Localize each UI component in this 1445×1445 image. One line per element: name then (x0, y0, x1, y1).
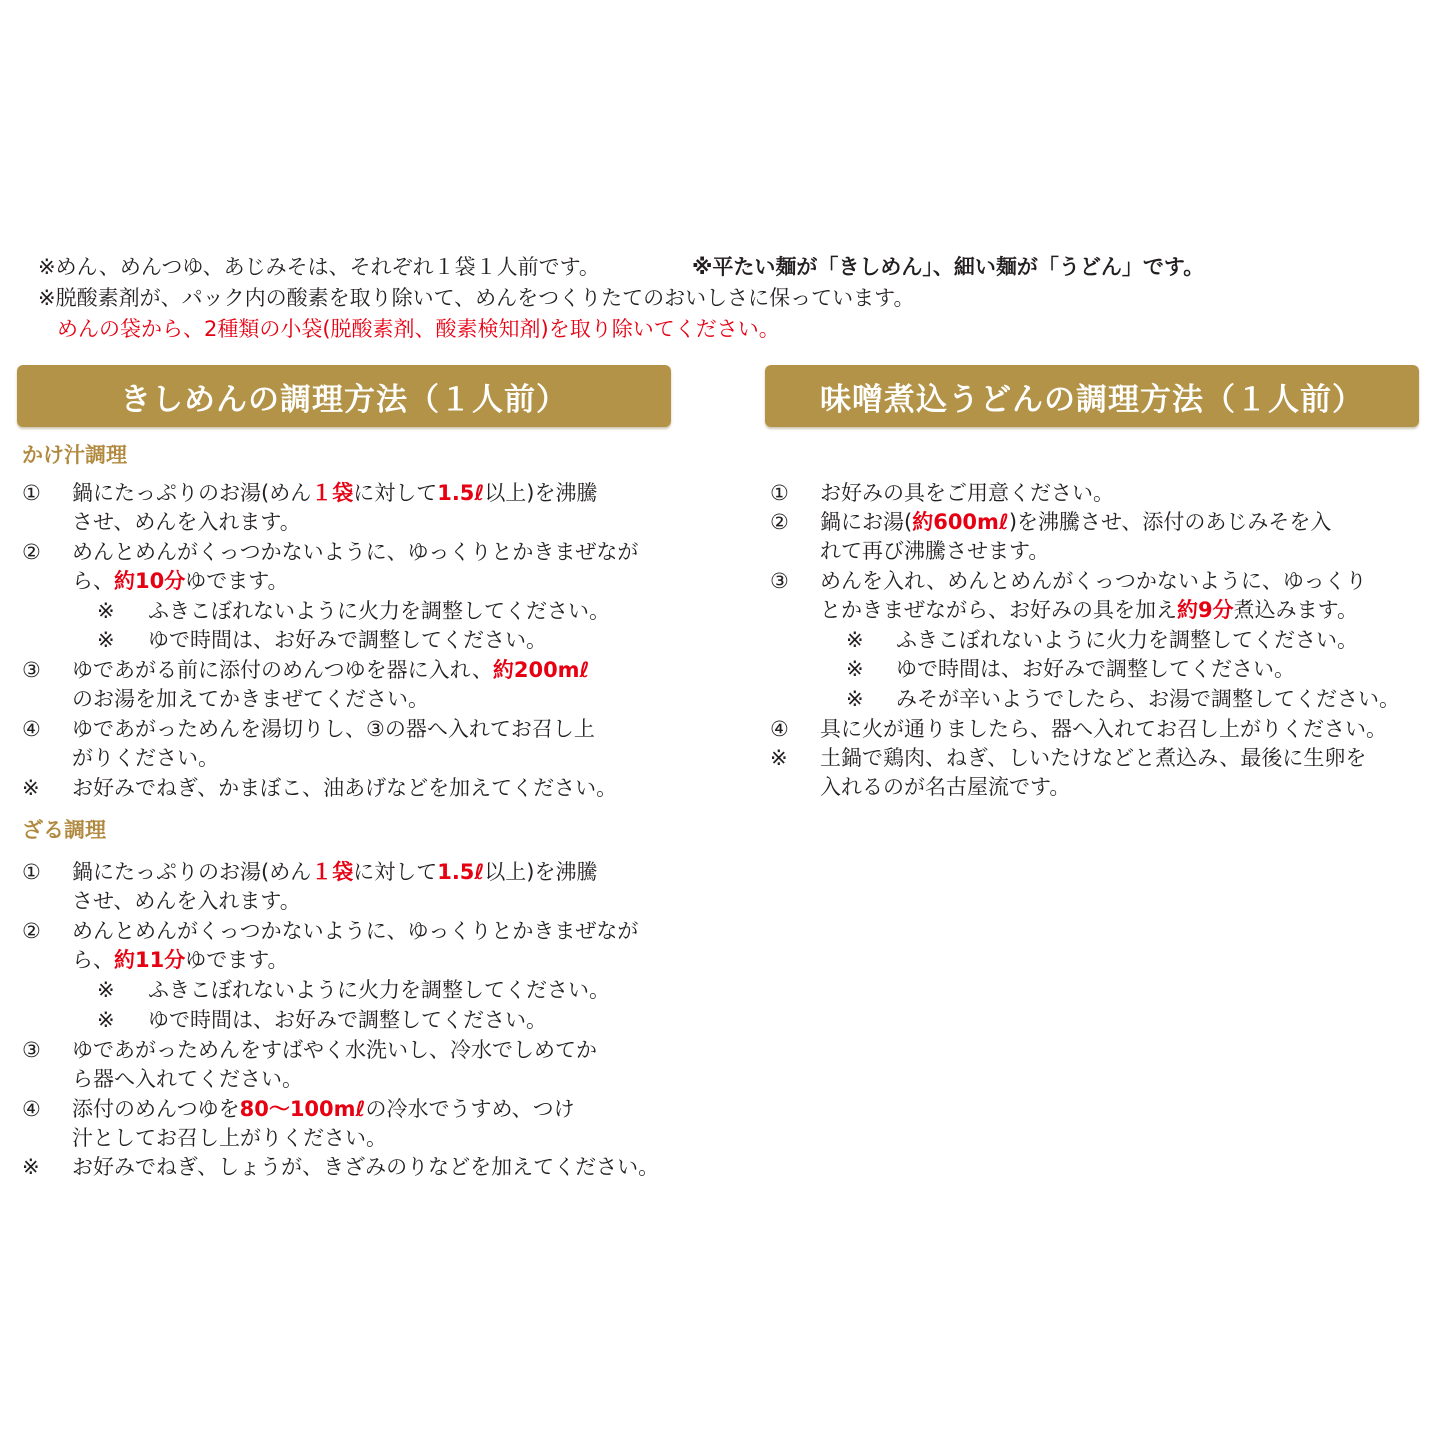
miso-note1-mark: ※ (846, 628, 864, 652)
miso-step2: 鍋にお湯(約600mℓ)を沸騰させ、添付のあじみそを入 (820, 510, 1332, 534)
misonikomi-banner-title: 味噌煮込うどんの調理方法（１人前） (820, 381, 1364, 418)
kake-step3-cont: のお湯を加えてかきまぜてください。 (72, 687, 429, 711)
zaru-step4: 添付のめんつゆを80～100mℓの冷水でうすめ、つけ (72, 1097, 575, 1121)
zaru-note1-mark: ※ (97, 978, 115, 1002)
miso-step2-cont: れて再び沸騰させます。 (820, 539, 1050, 563)
zaru-step4-cont: 汁としてお召し上がりください。 (72, 1126, 387, 1150)
miso-note3: みそが辛いようでしたら、お湯で調整してください。 (896, 687, 1400, 711)
zaru-step4-mark: ④ (22, 1097, 41, 1121)
zaru-step2-cont: ら、約11分ゆでます。 (72, 948, 289, 972)
kake-step2: めんとめんがくっつかないように、ゆっくりとかきまぜなが (72, 540, 639, 564)
zaru-note1: ふきこぼれないように火力を調整してください。 (148, 978, 610, 1002)
kake-step3-mark: ③ (22, 658, 41, 682)
kake-step4-mark: ④ (22, 717, 41, 741)
miso-note2: ゆで時間は、お好みで調整してください。 (896, 657, 1295, 681)
kake-note1-mark: ※ (97, 599, 115, 623)
kishimen-banner-title: きしめんの調理方法（１人前） (120, 381, 568, 418)
kake-step4-cont: がりください。 (72, 746, 219, 770)
miso-step3-mark: ③ (770, 569, 789, 593)
miso-note2-mark: ※ (846, 657, 864, 681)
zaru-step2: めんとめんがくっつかないように、ゆっくりとかきまぜなが (72, 919, 639, 943)
miso-step1: お好みの具をご用意ください。 (820, 481, 1114, 505)
kake-step3: ゆであがる前に添付のめんつゆを器に入れ、約200mℓ (72, 658, 590, 682)
note-oxygen-absorber: ※脱酸素剤が、パック内の酸素を取り除いて、めんをつくりたてのおいしさに保っています。 (38, 286, 915, 310)
kake-step2-cont: ら、約10分ゆでます。 (72, 569, 289, 593)
kishimen-banner (17, 365, 671, 427)
kake-tip-mark: ※ (22, 776, 40, 800)
miso-tip-cont: 入れるのが名古屋流です。 (820, 775, 1071, 799)
zaru-tip: お好みでねぎ、しょうが、きざみのりなどを加えてください。 (72, 1155, 660, 1179)
note-remove-packets: めんの袋から、2種類の小袋(脱酸素剤、酸素検知剤)を取り除いてください。 (57, 317, 780, 341)
zaru-step3: ゆであがっためんをすばやく水洗いし、冷水でしめてか (72, 1038, 597, 1062)
miso-step2-mark: ② (770, 510, 789, 534)
zaru-heading: ざる調理 (22, 818, 106, 842)
misonikomi-banner (765, 365, 1419, 427)
miso-note3-mark: ※ (846, 687, 864, 711)
kake-note2: ゆで時間は、お好みで調整してください。 (148, 628, 547, 652)
zaru-note2: ゆで時間は、お好みで調整してください。 (148, 1008, 547, 1032)
zaru-note2-mark: ※ (97, 1008, 115, 1032)
zaru-step3-mark: ③ (22, 1038, 41, 1062)
kake-step1-mark: ① (22, 481, 41, 505)
kake-step2-mark: ② (22, 540, 41, 564)
zaru-step3-cont: ら器へ入れてください。 (72, 1067, 303, 1091)
miso-step1-mark: ① (770, 481, 789, 505)
miso-step4-mark: ④ (770, 717, 789, 741)
note-servings: ※めん、めんつゆ、あじみそは、それぞれ１袋１人前です。 (38, 255, 600, 279)
zaru-step1-cont: させ、めんを入れます。 (72, 889, 301, 913)
zaru-step1-mark: ① (22, 860, 41, 884)
zaru-step2-mark: ② (22, 919, 41, 943)
note-noodle-types: ※平たい麺が「きしめん」、細い麺が「うどん」です。 (692, 255, 1205, 279)
kake-step1: 鍋にたっぷりのお湯(めん１袋に対して1.5ℓ以上)を沸騰 (72, 481, 598, 505)
zaru-tip-mark: ※ (22, 1155, 40, 1179)
miso-tip-mark: ※ (770, 746, 788, 770)
kake-step4: ゆであがっためんを湯切りし、③の器へ入れてお召し上 (72, 717, 595, 741)
miso-step3-cont: とかきまぜながら、お好みの具を加え約9分煮込みます。 (820, 598, 1358, 622)
miso-note1: ふきこぼれないように火力を調整してください。 (896, 628, 1358, 652)
miso-step4: 具に火が通りましたら、器へ入れてお召し上がりください。 (820, 717, 1387, 741)
kake-note2-mark: ※ (97, 628, 115, 652)
kake-tip: お好みでねぎ、かまぼこ、油あげなどを加えてください。 (72, 776, 618, 800)
zaru-step1: 鍋にたっぷりのお湯(めん１袋に対して1.5ℓ以上)を沸騰 (72, 860, 598, 884)
kake-step1-cont: させ、めんを入れます。 (72, 510, 301, 534)
kake-heading: かけ汁調理 (22, 443, 127, 467)
kake-note1: ふきこぼれないように火力を調整してください。 (148, 599, 610, 623)
miso-tip: 土鍋で鶏肉、ねぎ、しいたけなどと煮込み、最後に生卵を (820, 746, 1367, 770)
miso-step3: めんを入れ、めんとめんがくっつかないように、ゆっくり (820, 569, 1367, 593)
